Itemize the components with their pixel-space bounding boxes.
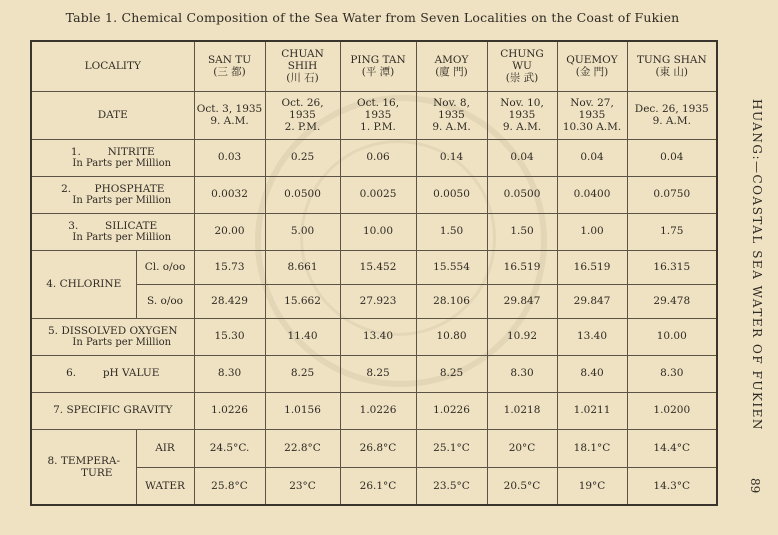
cl-sublabel: Cl. o/oo: [136, 250, 194, 284]
value-cell: 0.03: [194, 139, 265, 176]
date-cell: Oct. 26, 1935 2. P.M.: [265, 91, 340, 139]
locality-cell: CHUAN SHIH (川 石): [265, 41, 340, 91]
page-number: 89: [748, 478, 762, 494]
value-cell: 0.04: [557, 139, 627, 176]
locality-cell: CHUNG WU (崇 武): [487, 41, 557, 91]
value-cell: 0.14: [416, 139, 487, 176]
value-cell: 20.00: [194, 213, 265, 250]
value-cell: 1.0200: [627, 392, 717, 429]
value-cell: 0.0500: [487, 176, 557, 213]
locality-cell: AMOY (廈 門): [416, 41, 487, 91]
value-cell: 8.30: [627, 355, 717, 392]
value-cell: 15.554: [416, 250, 487, 284]
value-cell: 13.40: [340, 318, 416, 355]
oxygen-row: [31, 318, 717, 355]
value-cell: 25.8°C: [194, 467, 265, 505]
value-cell: 15.662: [265, 284, 340, 318]
value-cell: 26.1°C: [340, 467, 416, 505]
value-cell: 15.73: [194, 250, 265, 284]
chlorine-label: 4. CHLORINE: [31, 250, 136, 318]
value-cell: 10.00: [627, 318, 717, 355]
value-cell: 29.847: [487, 284, 557, 318]
value-cell: 24.5°C.: [194, 429, 265, 467]
date-cell: Oct. 16, 1935 1. P.M.: [340, 91, 416, 139]
value-cell: 8.25: [265, 355, 340, 392]
temperature-label: 8. TEMPERA- TURE: [31, 429, 136, 505]
value-cell: 0.0500: [265, 176, 340, 213]
value-cell: 1.0226: [194, 392, 265, 429]
date-cell: Dec. 26, 1935 9. A.M.: [627, 91, 717, 139]
value-cell: 0.04: [627, 139, 717, 176]
value-cell: 1.50: [416, 213, 487, 250]
value-cell: 1.0226: [416, 392, 487, 429]
value-cell: 16.519: [487, 250, 557, 284]
value-cell: 0.0032: [194, 176, 265, 213]
date-cell: Nov. 27, 1935 10.30 A.M.: [557, 91, 627, 139]
locality-header: LOCALITY: [31, 41, 194, 91]
value-cell: 19°C: [557, 467, 627, 505]
date-cell: Oct. 3, 1935 9. A.M.: [194, 91, 265, 139]
phosphate-label: 2. PHOSPHATE In Parts per Million: [31, 176, 194, 213]
value-cell: 28.429: [194, 284, 265, 318]
value-cell: 0.0400: [557, 176, 627, 213]
value-cell: 8.30: [194, 355, 265, 392]
water-sublabel: WATER: [136, 467, 194, 505]
value-cell: 13.40: [557, 318, 627, 355]
value-cell: 23.5°C: [416, 467, 487, 505]
value-cell: 16.519: [557, 250, 627, 284]
value-cell: 22.8°C: [265, 429, 340, 467]
date-header: DATE: [31, 91, 194, 139]
nitrite-label: 1. NITRITE In Parts per Million: [31, 139, 194, 176]
value-cell: 11.40: [265, 318, 340, 355]
value-cell: 18.1°C: [557, 429, 627, 467]
value-cell: 0.0025: [340, 176, 416, 213]
value-cell: 0.0750: [627, 176, 717, 213]
ph-row: [31, 355, 717, 392]
date-cell: Nov. 8, 1935 9. A.M.: [416, 91, 487, 139]
temp-air-row: [31, 429, 717, 467]
gravity-row: [31, 392, 717, 429]
value-cell: 5.00: [265, 213, 340, 250]
value-cell: 14.4°C: [627, 429, 717, 467]
value-cell: 0.25: [265, 139, 340, 176]
locality-cell: PING TAN (平 潭): [340, 41, 416, 91]
value-cell: 1.00: [557, 213, 627, 250]
table-caption: Table 1. Chemical Composition of the Sea Water from Seven Localities on the Coast of Fukien: [65, 10, 680, 25]
value-cell: 10.92: [487, 318, 557, 355]
value-cell: 10.00: [340, 213, 416, 250]
value-cell: 0.04: [487, 139, 557, 176]
s-sublabel: S. o/oo: [136, 284, 194, 318]
value-cell: 20.5°C: [487, 467, 557, 505]
value-cell: 20°C: [487, 429, 557, 467]
value-cell: 8.25: [416, 355, 487, 392]
value-cell: 27.923: [340, 284, 416, 318]
oxygen-label: 5. DISSOLVED OXYGEN In Parts per Million: [31, 318, 194, 355]
running-header: HUANG:—COASTAL SEA WATER OF FUKIEN: [750, 99, 764, 431]
locality-cell: TUNG SHAN (東 山): [627, 41, 717, 91]
locality-row: [31, 41, 717, 91]
value-cell: 8.40: [557, 355, 627, 392]
date-row: [31, 91, 717, 139]
value-cell: 26.8°C: [340, 429, 416, 467]
value-cell: 1.75: [627, 213, 717, 250]
value-cell: 1.50: [487, 213, 557, 250]
value-cell: 15.30: [194, 318, 265, 355]
value-cell: 15.452: [340, 250, 416, 284]
locality-cell: SAN TU (三 都): [194, 41, 265, 91]
value-cell: 16.315: [627, 250, 717, 284]
value-cell: 8.30: [487, 355, 557, 392]
gravity-label: 7. SPECIFIC GRAVITY: [31, 392, 194, 429]
value-cell: 1.0211: [557, 392, 627, 429]
value-cell: 0.0050: [416, 176, 487, 213]
value-cell: 25.1°C: [416, 429, 487, 467]
value-cell: 29.478: [627, 284, 717, 318]
air-sublabel: AIR: [136, 429, 194, 467]
silicate-label: 3. SILICATE In Parts per Million: [31, 213, 194, 250]
value-cell: 0.06: [340, 139, 416, 176]
value-cell: 10.80: [416, 318, 487, 355]
nitrite-row: [31, 139, 717, 176]
value-cell: 1.0226: [340, 392, 416, 429]
locality-cell: QUEMOY (金 門): [557, 41, 627, 91]
value-cell: 8.25: [340, 355, 416, 392]
phosphate-row: [31, 176, 717, 213]
value-cell: 14.3°C: [627, 467, 717, 505]
value-cell: 23°C: [265, 467, 340, 505]
value-cell: 1.0218: [487, 392, 557, 429]
date-cell: Nov. 10, 1935 9. A.M.: [487, 91, 557, 139]
value-cell: 8.661: [265, 250, 340, 284]
value-cell: 1.0156: [265, 392, 340, 429]
chlorine-cl-row: [31, 250, 717, 284]
silicate-row: [31, 213, 717, 250]
value-cell: 28.106: [416, 284, 487, 318]
sea-water-table: [30, 40, 718, 506]
value-cell: 29.847: [557, 284, 627, 318]
ph-label: 6. pH VALUE: [31, 355, 194, 392]
